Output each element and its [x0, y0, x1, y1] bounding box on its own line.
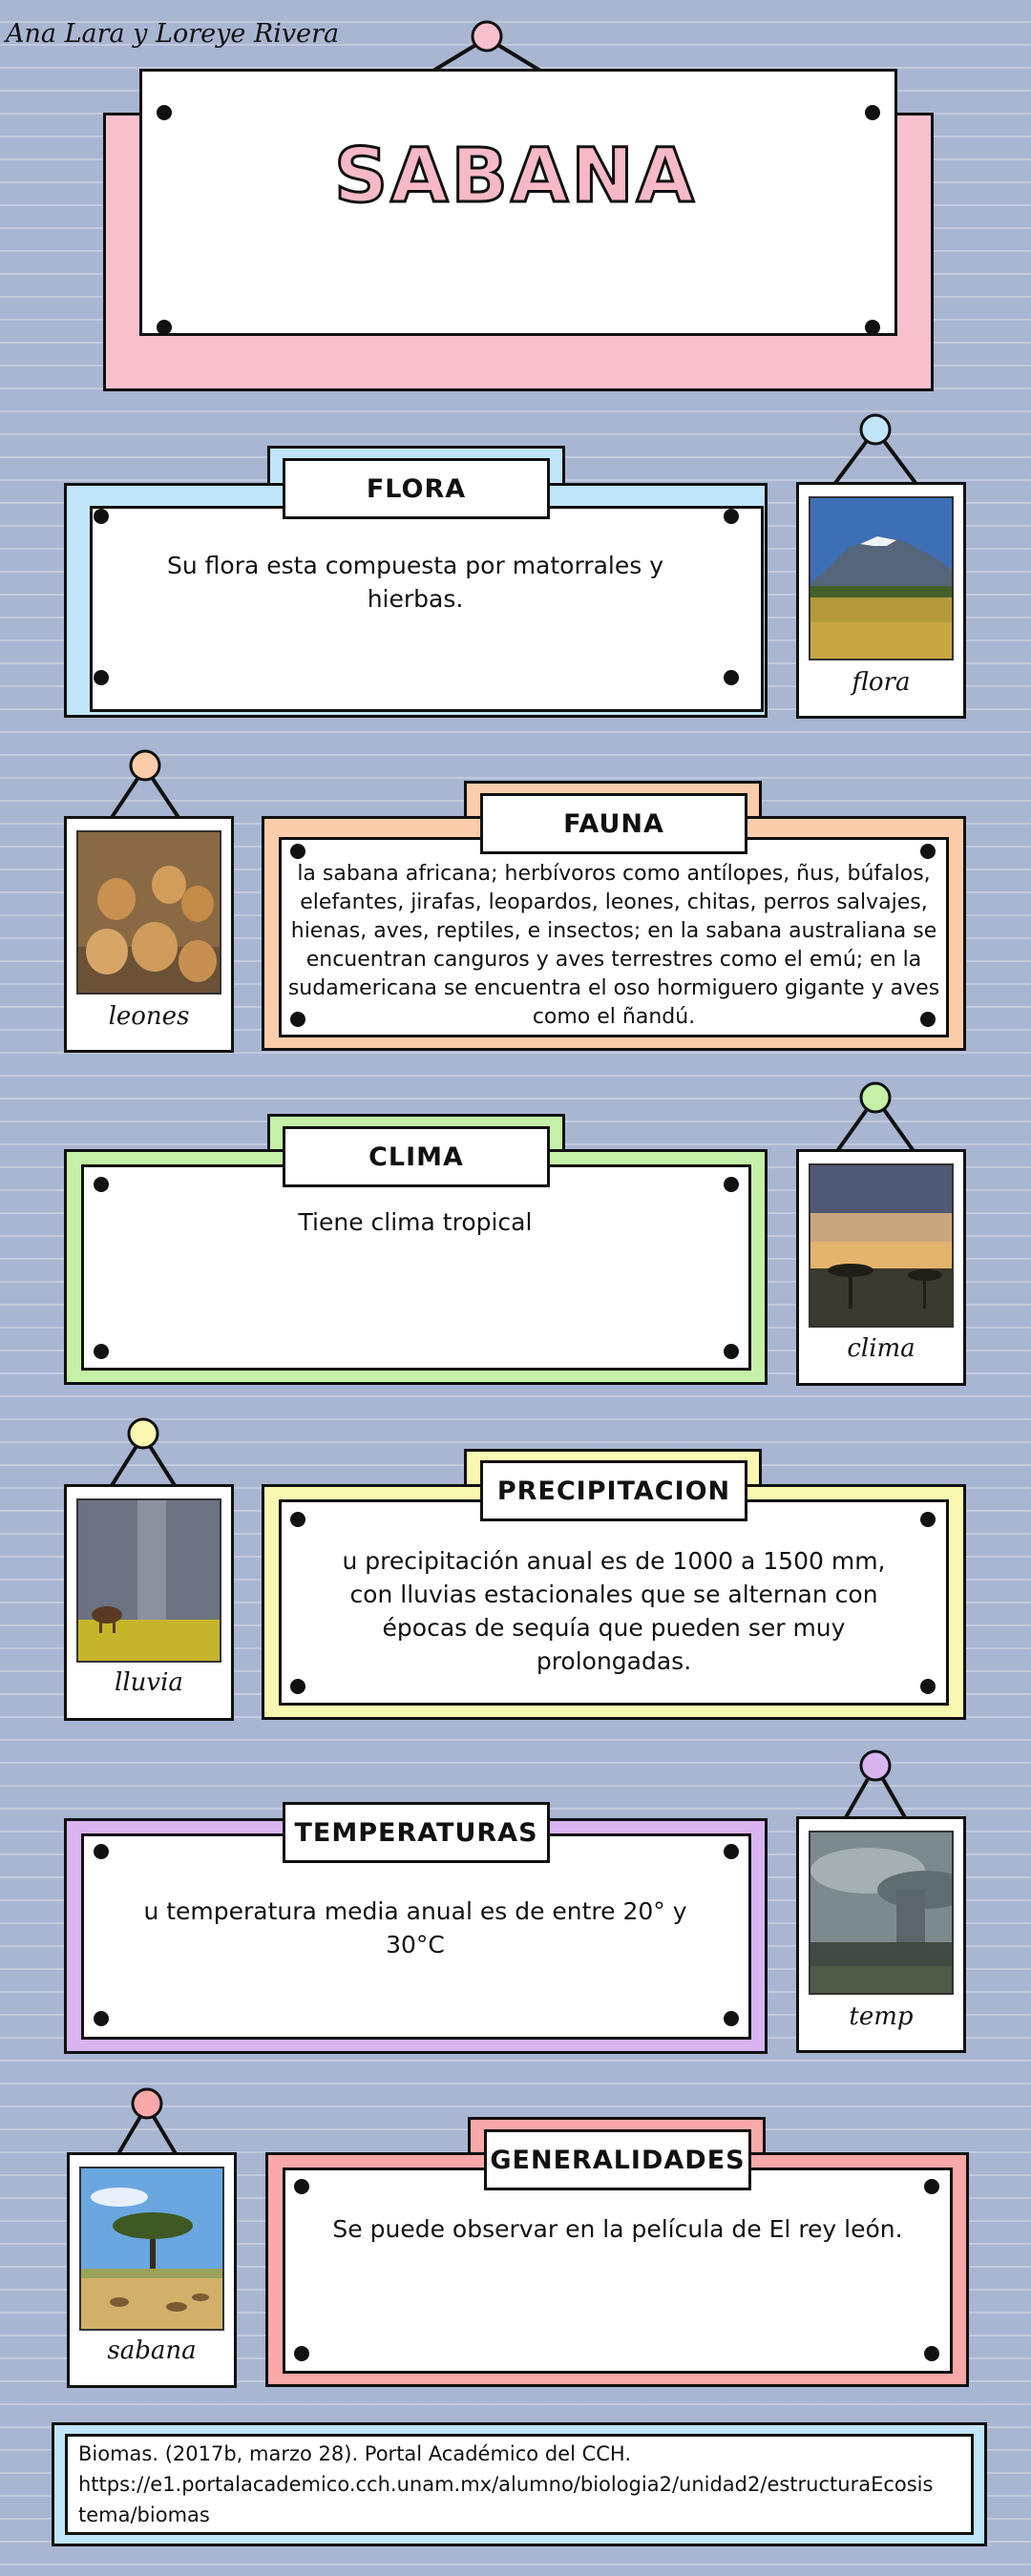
- author-name: Ana Lara y Loreye Rivera: [6, 19, 340, 49]
- title-hanger: [420, 17, 563, 74]
- pin-dot: [94, 509, 109, 524]
- reference-line-3: tema/biomas: [78, 2503, 210, 2526]
- pin-dot: [920, 1679, 936, 1694]
- pin-dot: [924, 2179, 939, 2194]
- generalidades-photo: [79, 2167, 224, 2331]
- pin-dot: [865, 320, 880, 335]
- pin-dot: [94, 670, 109, 685]
- flora-text: Su flora esta compuesta por matorrales y hierbas.: [167, 552, 663, 613]
- pin-dot: [724, 1177, 739, 1192]
- precipitacion-caption: lluvia: [115, 1668, 183, 1697]
- temperaturas-label: TEMPERATURAS: [283, 1802, 550, 1863]
- fauna-label: FAUNA: [480, 793, 747, 854]
- flora-label: FLORA: [283, 458, 550, 519]
- pin-dot: [294, 2179, 309, 2194]
- generalidades-card-inner: [283, 2168, 953, 2374]
- pin-dot: [94, 2011, 109, 2026]
- precipitacion-photo: [76, 1498, 221, 1663]
- pin-dot: [865, 105, 880, 120]
- pin-dot: [94, 1344, 109, 1359]
- fauna-text: la sabana africana; herbívoros como antílopes, ñus, búfalos, elefantes, jirafas, leopardos, leones, chitas, perros salvajes, hienas, aves, reptiles, e insectos; en la sabana australiana se encuentran canguros y aves terrestres como el emú; en la sudamericana se encuentra el oso hormiguero gigante y aves como el ñandú.: [287, 862, 940, 1029]
- fauna-photo: [76, 830, 221, 995]
- generalidades-label: GENERALIDADES: [484, 2129, 751, 2190]
- pin-dot: [157, 105, 172, 120]
- temperaturas-photo-hanger: [816, 1745, 940, 1821]
- precipitacion-photo-hanger: [84, 1413, 208, 1489]
- clima-photo: [809, 1163, 954, 1328]
- generalidades-text: Se puede observar en la película de El rey león.: [332, 2215, 903, 2243]
- fauna-photo-hanger: [86, 744, 210, 821]
- precipitacion-text: u precipitación anual es de 1000 a 1500 mm, con lluvias estacionales que se alternan con épocas de sequía que pueden ser muy prolongadas.: [342, 1547, 886, 1675]
- pin-dot: [94, 1177, 109, 1192]
- clima-photo-hanger: [816, 1077, 940, 1153]
- precipitacion-label: PRECIPITACION: [480, 1460, 747, 1521]
- flora-photo-hanger: [816, 408, 940, 485]
- pin-dot: [94, 1844, 109, 1859]
- reference-line-2: https://e1.portalacademico.cch.unam.mx/alumno/biologia2/unidad2/estructuraEcosis: [78, 2473, 934, 2496]
- generalidades-photo-hanger: [88, 2083, 212, 2159]
- flora-photo: [809, 496, 954, 660]
- fauna-caption: leones: [108, 1002, 190, 1031]
- clima-text: Tiene clima tropical: [298, 1208, 533, 1236]
- clima-caption: clima: [847, 1334, 915, 1363]
- pin-dot: [157, 320, 172, 335]
- pin-dot: [724, 1844, 739, 1859]
- clima-label: CLIMA: [283, 1126, 550, 1187]
- reference-line-1: Biomas. (2017b, marzo 28). Portal Académico del CCH.: [78, 2442, 632, 2465]
- page-title: SABANA: [333, 134, 697, 220]
- pin-dot: [724, 1344, 739, 1359]
- pin-dot: [290, 1679, 305, 1694]
- pin-dot: [920, 844, 936, 859]
- flora-caption: flora: [852, 668, 911, 697]
- pin-dot: [920, 1512, 936, 1527]
- pin-dot: [724, 670, 739, 685]
- temperaturas-caption: temp: [849, 2002, 914, 2031]
- pin-dot: [924, 2346, 939, 2361]
- temperaturas-photo: [809, 1831, 954, 1995]
- pin-dot: [294, 2346, 309, 2361]
- pin-dot: [290, 1512, 305, 1527]
- pin-dot: [724, 2011, 739, 2026]
- clima-card-inner: [81, 1164, 751, 1371]
- generalidades-caption: sabana: [107, 2336, 197, 2365]
- pin-dot: [724, 509, 739, 524]
- pin-dot: [290, 844, 305, 859]
- temperaturas-text: u temperatura media anual es de entre 20° y 30°C: [143, 1897, 687, 1958]
